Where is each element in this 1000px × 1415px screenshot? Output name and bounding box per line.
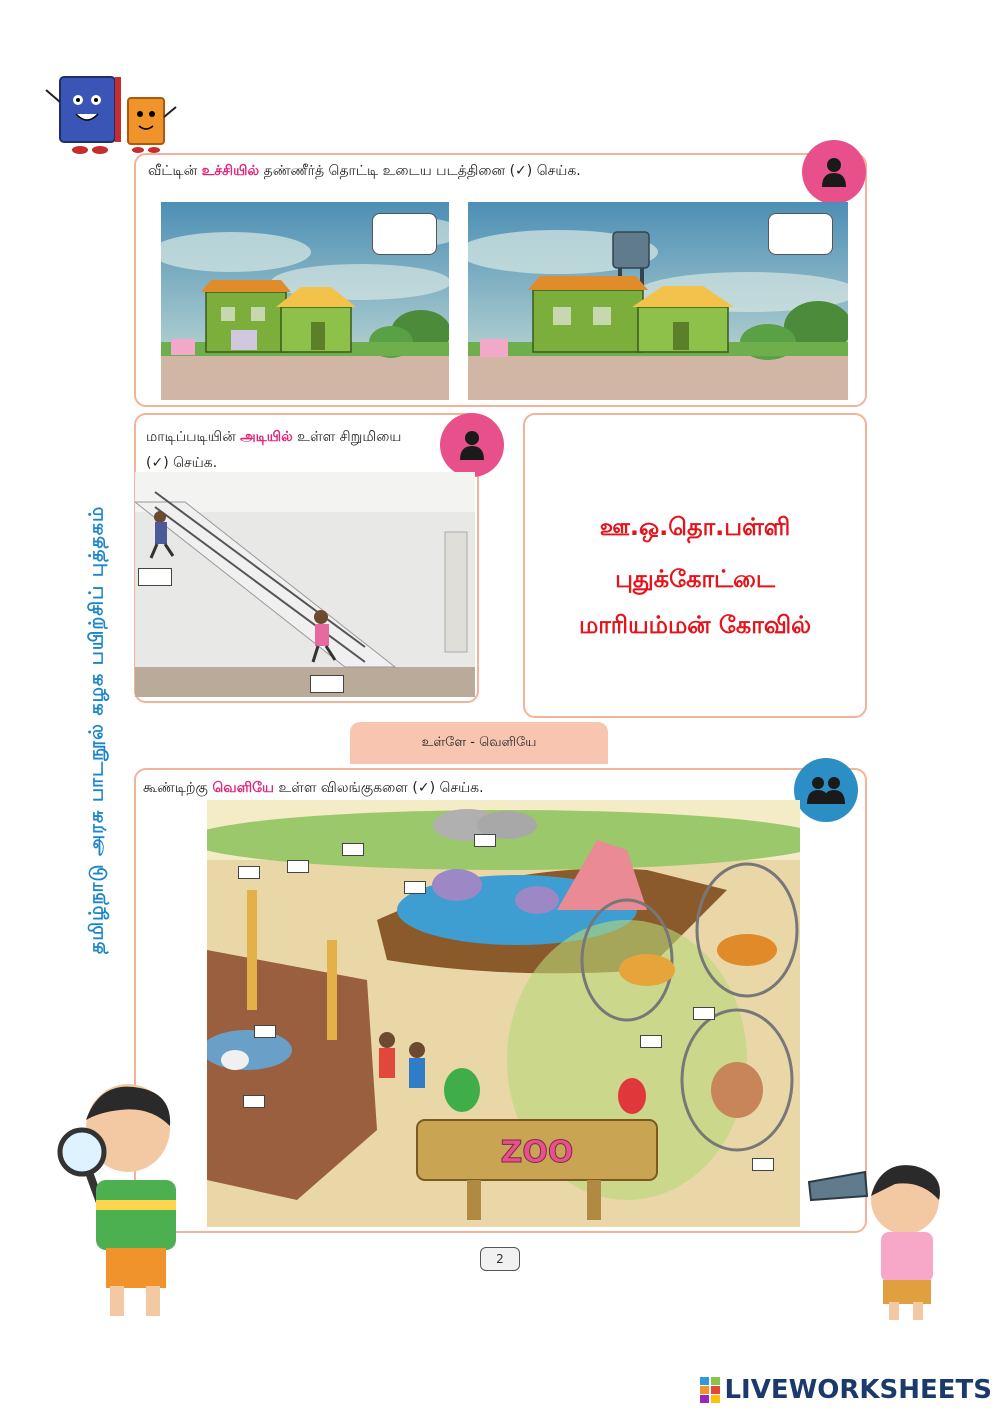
answer-box-house-2[interactable] [768,213,833,255]
school-address: மாரியம்மன் கோவில் [578,611,812,639]
school-name-panel [523,413,867,718]
answer-box-girl-under-stairs[interactable] [310,675,344,693]
question-text-zoo: கூண்டிற்கு வெளியே உள்ள விலங்குகளை (✓) செய்க. [143,780,484,796]
answer-box-zoo-10[interactable] [752,1158,774,1171]
brand-name: LIVEWORKSHEETS [724,1375,992,1405]
boy-with-magnifier-illustration [40,1080,220,1320]
answer-box-zoo-9[interactable] [243,1095,265,1108]
answer-box-girl-on-stairs[interactable] [138,568,172,586]
section-tab-inside-outside: உள்ளே - வெளியே [350,722,608,764]
school-name: ஊ.ஒ.தொ.பள்ளி [599,513,791,541]
answer-box-zoo-1[interactable] [287,860,309,873]
liveworksheets-grid-icon [700,1377,720,1403]
answer-box-house-1[interactable] [372,213,437,255]
page-number: 2 [480,1247,520,1271]
books-mascot [40,62,180,157]
answer-box-zoo-3[interactable] [474,834,496,847]
staircase-picture [135,472,475,697]
answer-box-zoo-5[interactable] [404,881,426,894]
liveworksheets-logo [700,1375,992,1405]
answer-box-zoo-6[interactable] [254,1025,276,1038]
answer-box-zoo-8[interactable] [693,1007,715,1020]
side-title: தமிழ்நாடு அரசு பாடநூல் கழக பயிற்சிப் புத்தகம் [85,505,108,955]
answer-box-zoo-2[interactable] [342,843,364,856]
answer-box-zoo-7[interactable] [640,1035,662,1048]
boy-with-telescope-illustration [805,1160,955,1320]
person-icon [440,413,504,477]
person-icon [802,140,866,204]
two-people-icon [794,758,858,822]
school-location: புதுக்கோட்டை [615,565,775,593]
zoo-sign-text: ZOO [500,1135,574,1170]
question-text-water-tank: வீட்டின் உச்சியில் தண்ணீர்த் தொட்டி உடைய படத்தினை (✓) செய்க. [148,163,581,179]
answer-box-zoo-4[interactable] [238,866,260,879]
question-text-staircase: மாடிப்படியின் அடியில் உள்ள சிறுமியை (✓) செய்க. [146,429,402,471]
